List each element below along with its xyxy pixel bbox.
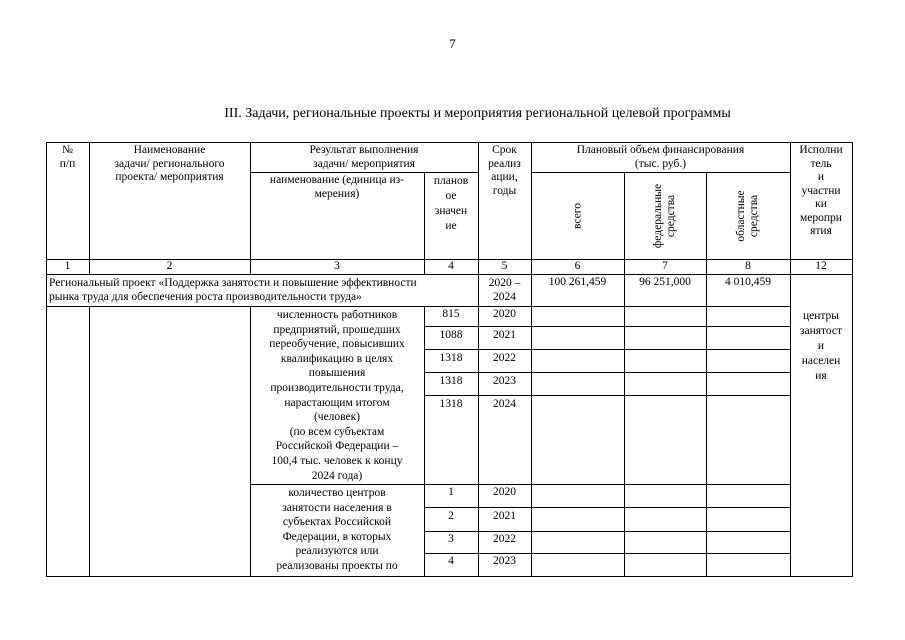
term-year: 2024 [493, 398, 516, 410]
header-executors [790, 144, 852, 239]
indicator1-line: Российской Федерации – [275, 440, 399, 453]
col-divider [531, 142, 532, 577]
column-number: 3 [334, 260, 340, 272]
header-exec-line: ятия [810, 225, 832, 237]
project-name-line: рынка труда для обеспечения роста производительности труда» [49, 291, 362, 303]
column-number: 5 [501, 260, 508, 272]
project-rule-left [46, 306, 531, 307]
planned-value: 1318 [439, 398, 463, 410]
indicator1-executor [790, 309, 852, 384]
term-year: 2020 [493, 486, 516, 498]
project-name [49, 276, 474, 304]
header-term-line: Срок [492, 144, 517, 156]
executor-line: населен [801, 355, 841, 367]
indicator1-line: численность работников [276, 309, 398, 321]
header-exec-line: участни [801, 184, 841, 197]
header-name-line: Наименование [133, 144, 206, 156]
header-name-line: задачи/ регионального [114, 157, 225, 170]
header-funding-line: Плановый объем финансирования [576, 144, 745, 156]
page-number: 7 [449, 36, 456, 51]
indicator2-line: Федерации, в которых [282, 530, 392, 543]
header-num [46, 144, 89, 171]
header-exec-line: и [817, 171, 825, 183]
header-federal-line: средства [665, 194, 677, 238]
indicator1-bottom [250, 484, 790, 485]
term-year: 2022 [493, 533, 516, 545]
project-rule-right [531, 306, 790, 307]
header-funding-line: (тыс. руб.) [634, 157, 687, 170]
table-border-bottom [46, 576, 853, 577]
planned-value: 4 [448, 555, 454, 567]
term-year: 2022 [493, 352, 516, 364]
planned-value: 1 [448, 486, 454, 498]
executor-line: ия [815, 370, 827, 382]
indicator2-line: реализованы проекты по [276, 559, 398, 572]
header-funding-total: всего [571, 203, 584, 229]
col-divider [624, 172, 625, 577]
planned-value: 2 [448, 510, 454, 522]
table-border-top [46, 142, 853, 143]
header-exec-line: тель [810, 157, 832, 170]
column-number: 1 [64, 260, 71, 272]
column-number: 2 [166, 260, 173, 272]
header-planned-value [424, 174, 478, 234]
indicator1-line: повышения [308, 367, 366, 380]
section-title: III. Задачи, региональные проекты и мероприятия региональной целевой программы [224, 106, 731, 121]
term-year: 2023 [493, 375, 516, 387]
indicator1-line: предприятий, прошедших [273, 323, 401, 336]
header-rule-funding [531, 172, 790, 173]
indicator2-line: количество центров [288, 487, 386, 499]
indicator1-line: производительности труда, [270, 381, 404, 394]
header-federal-line: федеральные [652, 183, 664, 249]
header-term-line: ации, [491, 171, 518, 183]
indicator1-line: 2024 года) [311, 469, 363, 482]
col-divider [706, 172, 707, 577]
indicator2-name [250, 486, 424, 574]
header-planned-line: значен [434, 205, 468, 217]
header-term [478, 144, 531, 198]
planned-value: 1318 [439, 375, 463, 387]
column-number: 4 [448, 260, 454, 272]
header-funding-regional [735, 190, 761, 241]
column-number: 7 [662, 260, 668, 272]
planned-value: 1088 [439, 329, 463, 341]
executor-line: занятост [799, 325, 843, 337]
header-exec-line: меропри [800, 211, 842, 224]
indicator2-line: субъектах Российской [282, 516, 392, 529]
header-regional-line: областные [735, 190, 747, 242]
indicator1-line: нарастающим итогом [284, 396, 390, 409]
header-planned-line: ие [445, 220, 457, 232]
planned-value: 1318 [439, 352, 463, 364]
term-year: 2020 [493, 308, 516, 320]
project-name-line: Региональный проект «Поддержка занятости и повышение эффективности [49, 277, 417, 289]
project-term [478, 276, 531, 304]
column-number: 6 [574, 260, 581, 272]
indicator1-line: переобучение, повысивших [269, 338, 405, 351]
project-federal: 96 251,000 [639, 276, 691, 288]
column-number: 12 [815, 260, 827, 272]
header-planned-line: ое [445, 190, 457, 202]
header-num-line: № [62, 144, 73, 156]
indicator1-name [250, 308, 424, 483]
planned-value: 3 [448, 533, 454, 545]
header-exec-line: Исполни [799, 144, 843, 156]
project-term-line: 2020 – [488, 277, 521, 289]
executor-line: и [817, 340, 825, 352]
header-exec-line: ки [815, 198, 827, 210]
project-regional: 4 010,459 [725, 276, 771, 288]
indicator1-line: 100,4 тыс. человек к концу [271, 454, 403, 467]
indicator2-line: занятости населения в [282, 501, 392, 514]
header-name [89, 144, 250, 185]
header-result [250, 144, 478, 171]
header-funding-federal [652, 184, 678, 248]
indicator2-line: реализуются или [295, 545, 379, 558]
header-rule-sub [250, 172, 478, 173]
header-funding [531, 144, 790, 171]
indicator1-line: (по всем субъектам [289, 425, 385, 438]
program-table [46, 142, 853, 577]
col-divider [89, 306, 90, 577]
header-num-line: п/п [59, 157, 76, 170]
executor-line: центры [802, 310, 840, 322]
header-result-line: задачи/ мероприятия [313, 157, 415, 170]
term-year: 2021 [493, 510, 516, 522]
project-term-line: 2024 [493, 291, 516, 303]
header-regional-line: средства [748, 194, 760, 238]
planned-value: 815 [442, 308, 460, 320]
colnum-rule [46, 274, 853, 275]
indicator1-line: квалификацию в целях [280, 352, 394, 365]
header-result-line: Результат выполнения [309, 144, 419, 156]
indicator1-line: (человек) [313, 411, 361, 424]
project-total: 100 261,459 [548, 276, 607, 288]
header-name-line: проекта/ мероприятия [115, 171, 224, 183]
table-border-right [852, 142, 853, 577]
header-planned-line: планов [433, 175, 469, 187]
header-term-line: годы [492, 184, 517, 197]
column-number: 8 [745, 260, 751, 272]
header-result-name-line: наименование (единица из- [269, 174, 405, 186]
term-year: 2021 [493, 329, 516, 341]
header-result-name [250, 174, 424, 201]
table-border-left [46, 142, 47, 577]
header-result-name-line: мерения) [314, 187, 360, 200]
header-term-line: реализ [488, 157, 521, 170]
term-year: 2023 [493, 555, 516, 567]
